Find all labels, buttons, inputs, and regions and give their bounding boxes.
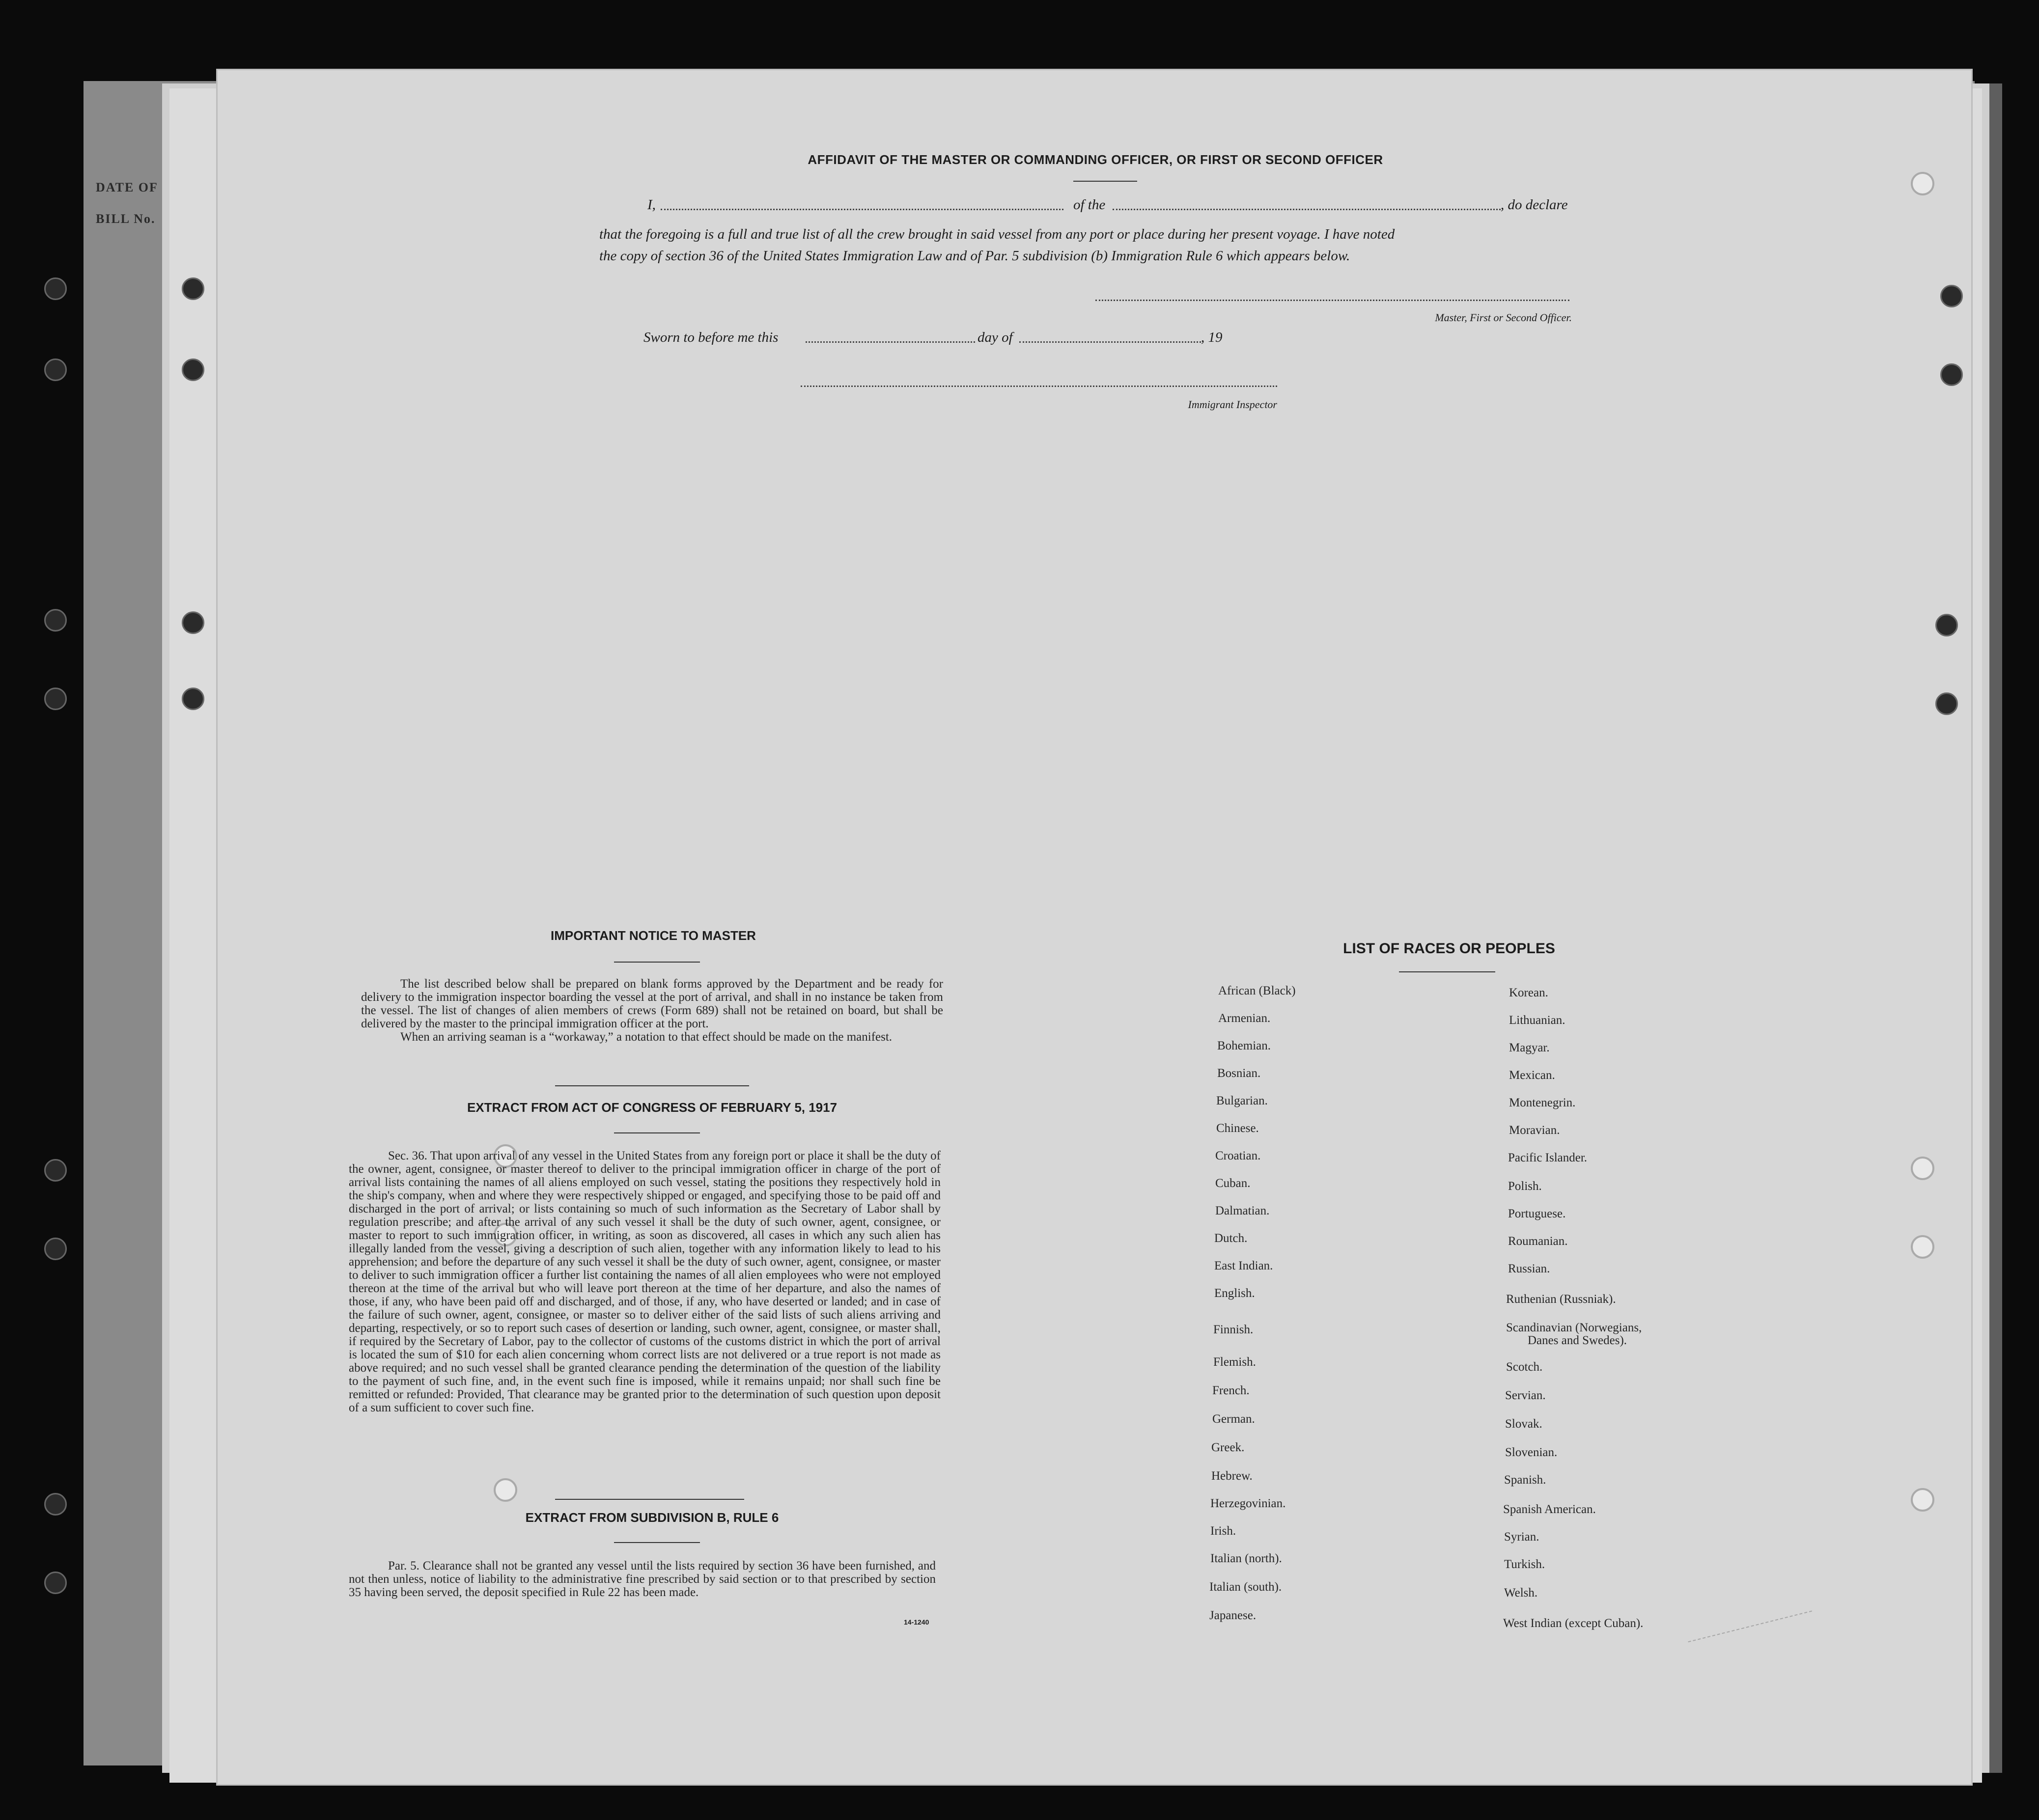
- year-label: , 19: [1201, 330, 1223, 345]
- title-divider: [1073, 181, 1137, 182]
- extract-act-title: EXTRACT FROM ACT OF CONGRESS OF FEBRUARY 5, 1917: [467, 1100, 838, 1115]
- binder-hole: [1911, 1157, 1934, 1180]
- binder-hole: [44, 688, 67, 710]
- race-item: Pacific Islander.: [1508, 1151, 1588, 1164]
- bill-no-label: BILL No.: [96, 212, 156, 226]
- race-item: Roumanian.: [1508, 1235, 1568, 1248]
- affidavit-line-3: the copy of section 36 of the United States Immigration Law and of Par. 5 subdivision (b) Immigration Rule 6 which appears below.: [599, 248, 1350, 264]
- race-item: Armenian.: [1218, 1012, 1271, 1025]
- race-item: Slovak.: [1505, 1417, 1542, 1431]
- race-item: Korean.: [1509, 986, 1548, 999]
- race-item: Hebrew.: [1211, 1469, 1253, 1483]
- affidavit-title: AFFIDAVIT OF THE MASTER OR COMMANDING OFFICER, OR FIRST OR SECOND OFFICER: [808, 152, 1383, 167]
- affidavit-do-declare: , do declare: [1501, 197, 1568, 213]
- race-item: Japanese.: [1209, 1609, 1257, 1622]
- binder-hole: [1911, 1488, 1934, 1512]
- notice-paragraph-1: The list described below shall be prepared on blank forms approved by the Department and be ready for delivery to the immigration inspector boarding the vessel at the port of arrival, and shall in no instance be taken from the vessel. The list of changes of alien members of crews (Form 689) shall not be retained on board, but shall be delivered by the master to the principal immigration officer at the port.: [361, 977, 943, 1030]
- race-item: Welsh.: [1504, 1586, 1538, 1599]
- binder-hole: [1935, 692, 1958, 715]
- binder-hole: [44, 1572, 67, 1594]
- binder-hole: [44, 358, 67, 381]
- race-item: East Indian.: [1214, 1259, 1273, 1272]
- race-item: Slovenian.: [1505, 1446, 1558, 1459]
- binder-hole: [44, 1159, 67, 1182]
- notice-title: IMPORTANT NOTICE TO MASTER: [551, 928, 756, 943]
- race-item: Magyar.: [1509, 1041, 1550, 1054]
- race-item: Servian.: [1505, 1389, 1546, 1402]
- date-of-label: DATE OF: [96, 180, 158, 194]
- sworn-day-blank: [806, 341, 975, 343]
- day-of-label: day of: [978, 330, 1013, 345]
- race-item: African (Black): [1218, 984, 1296, 997]
- race-item: Chinese.: [1216, 1122, 1259, 1135]
- binder-hole: [182, 688, 204, 710]
- race-item: Italian (north).: [1210, 1552, 1282, 1565]
- inspector-caption: Immigrant Inspector: [1188, 398, 1277, 411]
- manifest-page: [216, 69, 1973, 1786]
- sworn-month-blank: [1019, 341, 1201, 343]
- race-item: Cuban.: [1215, 1177, 1251, 1190]
- extract-rule-body: [349, 1559, 936, 1599]
- race-item: Irish.: [1210, 1524, 1236, 1538]
- race-item: French.: [1212, 1384, 1250, 1397]
- race-item: Herzegovinian.: [1210, 1497, 1286, 1510]
- binder-hole: [44, 277, 67, 300]
- notice-body: [361, 977, 943, 1044]
- inspector-signature-line: [801, 386, 1277, 387]
- section-36-text: Sec. 36. That upon arrival of any vessel in the United States from any foreign port or place it shall be the duty of the owner, agent, consignee, or master thereof to deliver to the principal immigration officer in charge of the port of arrival lists containing the names of all aliens employed on such vessel, stating the positions they respectively hold in the ship's company, when and where they were respectively shipped or engaged, and specifying those to be paid off and discharged in the port of arrival; or lists containing so much of such information as the Secretary of Labor shall by regulation prescribe; and after the arrival of any such vessel it shall be the duty of such owner, agent, consignee, or master to report to such immigration officer, in writing, as soon as discovered, all cases in which any such alien has illegally landed from the vessel, giving a description of such alien, together with any information likely to lead to his apprehension; and before the departure of any such vessel it shall be the duty of such owner, agent, consignee, or master to deliver to such immigration officer a further list containing the names of all alien employees who were not employed thereon at the time of the arrival but who will leave port thereon at the time of her departure, and also the names of those, if any, who have been paid off and discharged, and of those, if any, who have deserted or landed; and in case of the failure of such owner, agent, consignee, or master so to deliver either of the said lists of such aliens arriving and departing, respectively, or so to report such cases of desertion or landing, such owner, agent, consignee, or master shall, if required by the Secretary of Labor, pay to the collector of customs of the customs district in which the port of arrival is located the sum of $10 for each alien concerning whom correct lists are not delivered or a true report is not made as above required; and no such vessel shall be granted clearance pending the determination of the question of the liability to the payment of such fine, and, in the event such fine is imposed, while it remains unpaid; nor shall such fine be remitted or refunded: Provided, That clearance may be granted prior to the determination of such question upon deposit of a sum sufficient to cover such fine.: [349, 1149, 941, 1414]
- race-item: Finnish.: [1213, 1323, 1254, 1336]
- race-item: Scandinavian (Norwegians,: [1506, 1321, 1642, 1334]
- binder-hole: [1935, 614, 1958, 636]
- extract-rule-divider: [614, 1542, 700, 1543]
- race-item: Greek.: [1211, 1441, 1245, 1454]
- binder-hole: [182, 277, 204, 300]
- race-item: Moravian.: [1509, 1124, 1560, 1137]
- race-item: Flemish.: [1213, 1355, 1256, 1369]
- race-item: Spanish American.: [1503, 1503, 1596, 1516]
- vessel-blank: [1113, 209, 1501, 210]
- races-divider: [1399, 971, 1495, 972]
- affidavit-line-2: that the foregoing is a full and true list of all the crew brought in said vessel from any port or place during her present voyage. I have noted: [599, 226, 1395, 242]
- race-item: Dalmatian.: [1215, 1204, 1270, 1217]
- race-item: Turkish.: [1504, 1558, 1545, 1571]
- race-item: Ruthenian (Russniak).: [1506, 1293, 1616, 1306]
- race-item: Italian (south).: [1209, 1580, 1282, 1594]
- race-item: Syrian.: [1504, 1530, 1539, 1544]
- race-item: Danes and Swedes).: [1528, 1334, 1627, 1347]
- race-item: Dutch.: [1214, 1232, 1248, 1245]
- signature-line: [1095, 300, 1569, 301]
- form-number: 14-1240: [904, 1618, 929, 1626]
- left-stub-labels: [96, 172, 158, 235]
- extract-act-divider: [614, 1132, 700, 1133]
- race-item: Mexican.: [1509, 1069, 1555, 1082]
- affidavit-i-label: I,: [647, 197, 656, 213]
- binder-hole: [182, 358, 204, 381]
- race-item: Montenegrin.: [1509, 1096, 1576, 1109]
- sworn-label: Sworn to before me this: [643, 330, 779, 345]
- binder-hole: [44, 1493, 67, 1516]
- affidavit-of-the-label: of the: [1073, 197, 1106, 213]
- binder-hole: [1911, 1235, 1934, 1259]
- extract-rule-title: EXTRACT FROM SUBDIVISION B, RULE 6: [525, 1510, 779, 1525]
- race-item: West Indian (except Cuban).: [1503, 1617, 1644, 1630]
- binder-hole: [44, 609, 67, 632]
- section-divider: [555, 1085, 749, 1086]
- binder-hole: [494, 1478, 517, 1502]
- binder-hole: [1940, 363, 1963, 386]
- race-item: Russian.: [1508, 1262, 1550, 1275]
- signature-caption: Master, First or Second Officer.: [1435, 311, 1572, 324]
- binder-hole: [1911, 172, 1934, 195]
- section-divider: [555, 1499, 744, 1500]
- race-item: Bulgarian.: [1216, 1094, 1268, 1107]
- notice-paragraph-2: When an arriving seaman is a “workaway,” a notation to that effect should be made on the manifest.: [400, 1030, 893, 1044]
- race-item: Portuguese.: [1508, 1207, 1566, 1220]
- binder-hole: [44, 1238, 67, 1260]
- race-item: Bosnian.: [1217, 1067, 1261, 1080]
- race-item: Lithuanian.: [1509, 1014, 1565, 1027]
- race-item: Polish.: [1508, 1180, 1542, 1193]
- race-item: Croatian.: [1215, 1149, 1261, 1162]
- binder-hole: [182, 611, 204, 634]
- binder-hole: [1940, 285, 1963, 307]
- race-item: Scotch.: [1506, 1360, 1543, 1374]
- paragraph-5-text: Par. 5. Clearance shall not be granted any vessel until the lists required by section 36 have been furnished, and not then unless, notice of liability to the administrative fine prescribed by said section or to that prescribed by section 35 having been served, the deposit specified in Rule 22 has been made.: [349, 1559, 936, 1599]
- race-item: German.: [1212, 1412, 1255, 1426]
- race-item: Spanish.: [1504, 1473, 1546, 1487]
- name-blank: [661, 209, 1063, 210]
- races-title: LIST OF RACES OR PEOPLES: [1343, 940, 1555, 957]
- race-item: Bohemian.: [1217, 1039, 1271, 1052]
- notice-divider: [614, 962, 700, 963]
- race-item: English.: [1214, 1287, 1255, 1300]
- extract-act-body: [349, 1149, 941, 1414]
